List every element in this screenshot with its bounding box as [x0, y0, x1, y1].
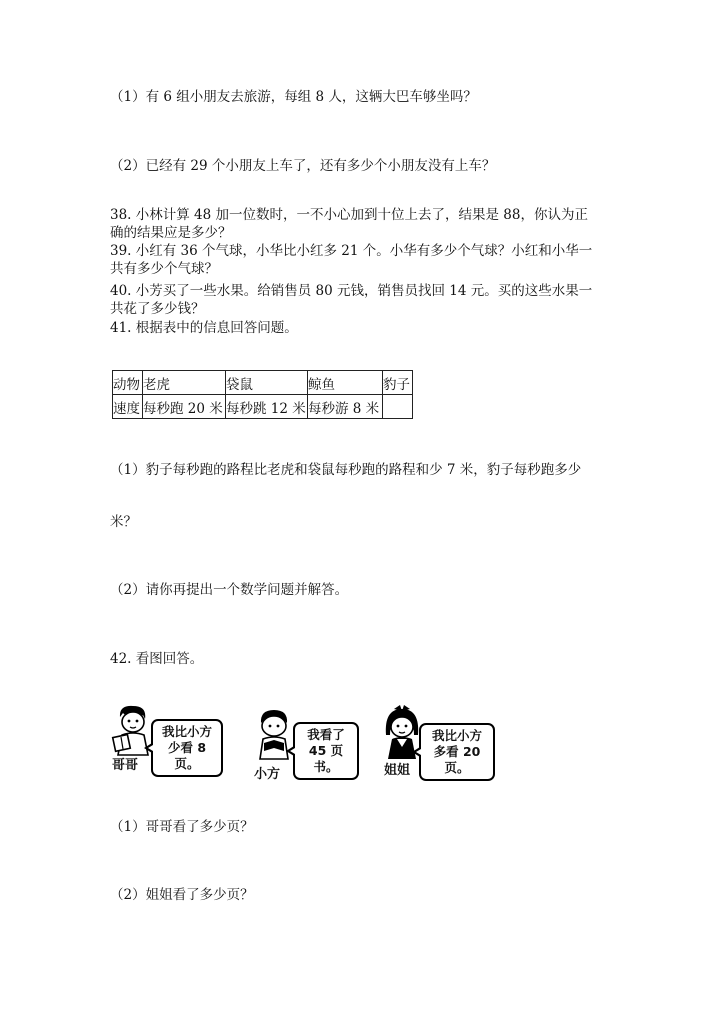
speech-bubble-sister — [419, 723, 495, 781]
table-cell: 每秒跑 20 米 — [143, 395, 226, 419]
table-row — [113, 371, 413, 395]
speech-bubble-line: 我比小方 — [431, 728, 482, 743]
bus-question-1: （1）有 6 组小朋友去旅游，每组 8 人，这辆大巴车够坐吗？ — [110, 89, 477, 105]
question-39-line-2: 共有多少个气球？ — [110, 261, 218, 277]
question-41-sub-2: （2）请你再提出一个数学问题并解答。 — [110, 582, 349, 598]
question-40-line-2: 共花了多少钱？ — [110, 301, 205, 317]
speech-bubble-line: 我比小方 — [161, 724, 212, 739]
figure-sister-name: 姐姐 — [384, 763, 411, 778]
question-38-line-1: 38. 小林计算 48 加一位数时，一不小心加到十位上去了，结果是 88，你认为正 — [110, 207, 588, 223]
figure-brother — [108, 703, 228, 773]
table-header-cell: 鲸鱼 — [308, 371, 383, 395]
speech-bubble-line: 多看 20 页。 — [433, 744, 481, 775]
figure-xiaofang — [248, 703, 368, 782]
figure-xiaofang-name: 小方 — [254, 767, 281, 782]
question-41-sub-1-line-2: 米？ — [110, 514, 137, 530]
table-header-cell: 袋鼠 — [226, 371, 308, 395]
question-39-line-1: 39. 小红有 36 个气球，小华比小红多 21 个。小华有多少个气球？小红和小华一 — [110, 243, 593, 259]
speech-bubble-xiaofang — [293, 722, 359, 780]
table-header-cell: 老虎 — [143, 371, 226, 395]
speech-bubble-brother — [151, 719, 223, 777]
figure-sister — [380, 703, 510, 778]
table-cell-empty — [383, 395, 413, 419]
animal-speed-table — [112, 370, 413, 419]
question-42-title: 42. 看图回答。 — [110, 651, 204, 667]
question-42-sub-1: （1）哥哥看了多少页？ — [110, 819, 254, 835]
bus-question-2: （2）已经有 29 个小朋友上车了，还有多少个小朋友没有上车？ — [110, 158, 496, 174]
question-38-line-2: 确的结果应是多少？ — [110, 225, 232, 241]
table-row — [113, 395, 413, 419]
table-cell: 每秒跳 12 米 — [226, 395, 308, 419]
question-40-line-1: 40. 小芳买了一些水果。给销售员 80 元钱，销售员找回 14 元。买的这些水果一 — [110, 283, 593, 299]
figure-brother-name: 哥哥 — [112, 758, 139, 773]
table-header-cell: 豹子 — [383, 371, 413, 395]
speech-bubble-line: 45 页书。 — [308, 743, 344, 774]
question-41-title: 41. 根据表中的信息回答问题。 — [110, 320, 298, 336]
question-42-sub-2: （2）姐姐看了多少页？ — [110, 887, 254, 903]
table-cell: 速度 — [113, 395, 143, 419]
table-cell: 每秒游 8 米 — [308, 395, 383, 419]
table-header-cell: 动物 — [113, 371, 143, 395]
question-41-sub-1-line-1: （1）豹子每秒跑的路程比老虎和袋鼠每秒跑的路程和少 7 米，豹子每秒跑多少 — [110, 462, 582, 478]
speech-bubble-line: 少看 8 页。 — [167, 740, 207, 771]
speech-bubble-line: 我看了 — [307, 727, 345, 742]
